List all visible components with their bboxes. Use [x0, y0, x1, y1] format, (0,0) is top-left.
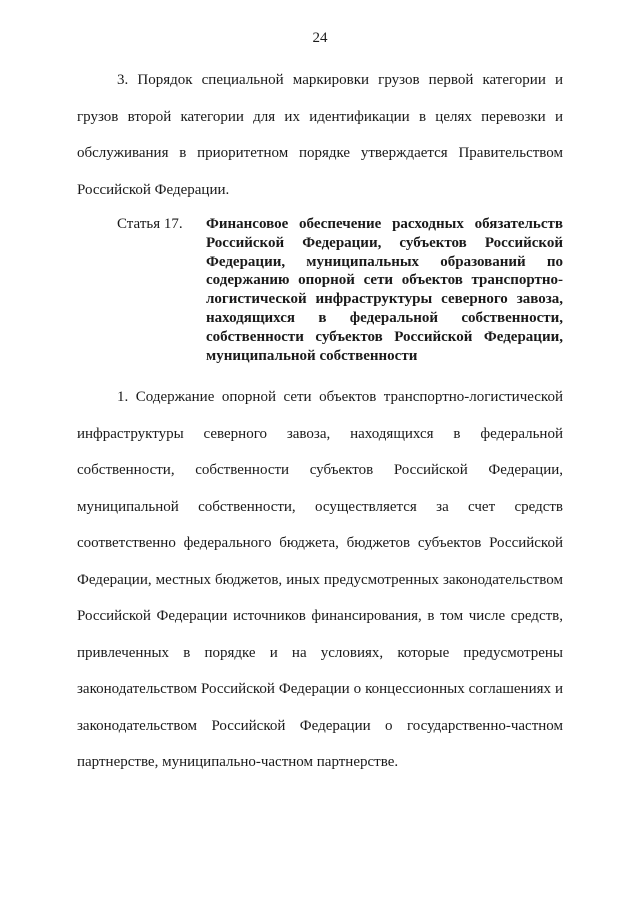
paragraph-procedure-marking: 3. Порядок специальной маркировки грузов первой категории и грузов второй категории для их идентификации в целях перевозки и обслуживания в приоритетном порядке утверждается Правительством Российской Федерации. — [77, 72, 563, 198]
page-number: 24 — [312, 30, 328, 46]
paragraph-financing: 1. Содержание опорной сети объектов транспортно-логистической инфраструктуры северного завоза, находящихся в федеральной собственности, собственности субъектов Российской Федерации, муниципальной собственности, осуществляется за счет средств соответственно федерального бюджета, бюджетов субъектов Российской Федерации, местных бюджетов, иных предусмотренных законодательством Российской Федерации источников финансирования, в том числе средств, привлеченных в порядке и на условиях, которые предусмотрены законодательством Российской Федерации о концессионных соглашениях и законодательством Российской Федерации о государственно-частном партнерстве, муниципально-частном партнерстве. — [77, 389, 563, 770]
article-label: Статья 17. — [117, 216, 183, 232]
article-title: Финансовое обеспечение расходных обязательств Российской Федерации, субъектов Российской Федерации, муниципальных образований по содержанию опорной сети объектов транспортно-логистической инфраструктуры северного завоза, находящихся в федеральной собственности, собственности субъектов Российской Федерации, муниципальной собственности — [206, 216, 563, 364]
